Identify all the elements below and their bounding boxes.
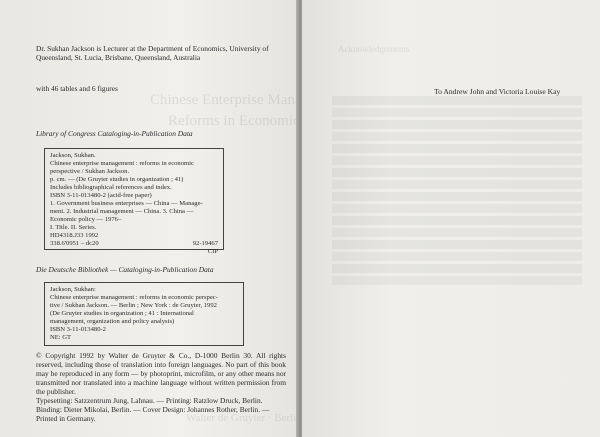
loc-line: Chinese enterprise management : reforms in economic: [50, 160, 194, 167]
production-credits: [36, 396, 291, 423]
credit-line: Printed in Germany.: [36, 414, 96, 423]
loc-line: ISBN 3-11-013480-2 (acid-free paper): [50, 192, 152, 199]
ddb-line: tive / Sukhan Jackson. — Berlin ; New York : de Gruyter, 1992: [50, 302, 217, 309]
ddb-line: NE: GT: [50, 334, 72, 341]
loc-lccn: 92-19467: [192, 240, 218, 247]
loc-line: Economic policy — 1976–: [50, 216, 122, 223]
loc-cip-record: [44, 148, 224, 255]
show-through-text: Acknowledgements: [338, 44, 410, 54]
loc-line: I. Title. II. Series.: [50, 224, 97, 231]
loc-heading: Library of Congress Cataloging-in-Publication Data: [36, 129, 193, 138]
right-page: [302, 0, 600, 437]
copyright-notice: © Copyright 1992 by Walter de Gruyter & Co., D-1000 Berlin 30. All rights reserved, including those of translation into foreign languages. No part of this book may be reproduced in any form — by photoprint, microfilm, or any other means nor transmitted nor translated into a machine language without written permission from the publisher.: [36, 351, 286, 396]
loc-line: 1. Government business enterprises — China — Manage-: [50, 200, 203, 207]
ddb-line: (De Gruyter studies in organization ; 41 : International: [50, 310, 194, 317]
ddb-line: ISBN 3-11-013480-2: [50, 326, 106, 333]
ddb-line: management, organization and policy analysis): [50, 318, 175, 325]
show-through-paragraph: [332, 96, 582, 288]
author-note: Dr. Sukhan Jackson is Lecturer at the Department of Economics, University of Queensland, St. Lucia, Brisbane, Queensland, Australia: [36, 44, 269, 62]
loc-call-row: [50, 240, 218, 248]
loc-line: p. cm. — (De Gruyter studies in organization ; 41): [50, 176, 184, 183]
ddb-cip-record: [44, 282, 244, 346]
tables-figures-note: with 46 tables and 6 figures: [36, 84, 118, 93]
loc-line: Includes bibliographical references and index.: [50, 184, 172, 191]
show-through-text: Reforms in Economic Perspective: [168, 113, 373, 129]
show-through-text: Walter de Gruyter · Berlin · New York: [186, 412, 356, 424]
dedication: To Andrew John and Victoria Louise Kay: [434, 87, 561, 96]
loc-line: ment. 2. Industrial management — China. 3. China —: [50, 208, 194, 215]
loc-line: Jackson, Sukhan.: [50, 152, 96, 159]
ddb-line: Chinese enterprise management : reforms in economic perspec-: [50, 294, 218, 301]
credit-line: Typesetting: Satzzentrum Jung, Lahnau. — Printing: Ratzlow Druck, Berlin.: [36, 396, 263, 405]
loc-line: perspective / Sukhan Jackson.: [50, 168, 130, 175]
ddb-heading: Die Deutsche Bibliothek — Cataloging-in-Publication Data: [36, 265, 214, 274]
credit-line: Binding: Dieter Mikolai, Berlin. — Cover Design: Johannes Rother, Berlin. —: [36, 405, 270, 414]
loc-line: HD4318.J33 1992: [50, 232, 99, 239]
ddb-line: Jackson, Sukhan:: [50, 286, 96, 293]
show-through-text: Chinese Enterprise Management: [150, 92, 346, 108]
loc-cip-label: CIP: [207, 248, 218, 255]
loc-classification: 338.6'0951 – dc20: [50, 240, 99, 247]
